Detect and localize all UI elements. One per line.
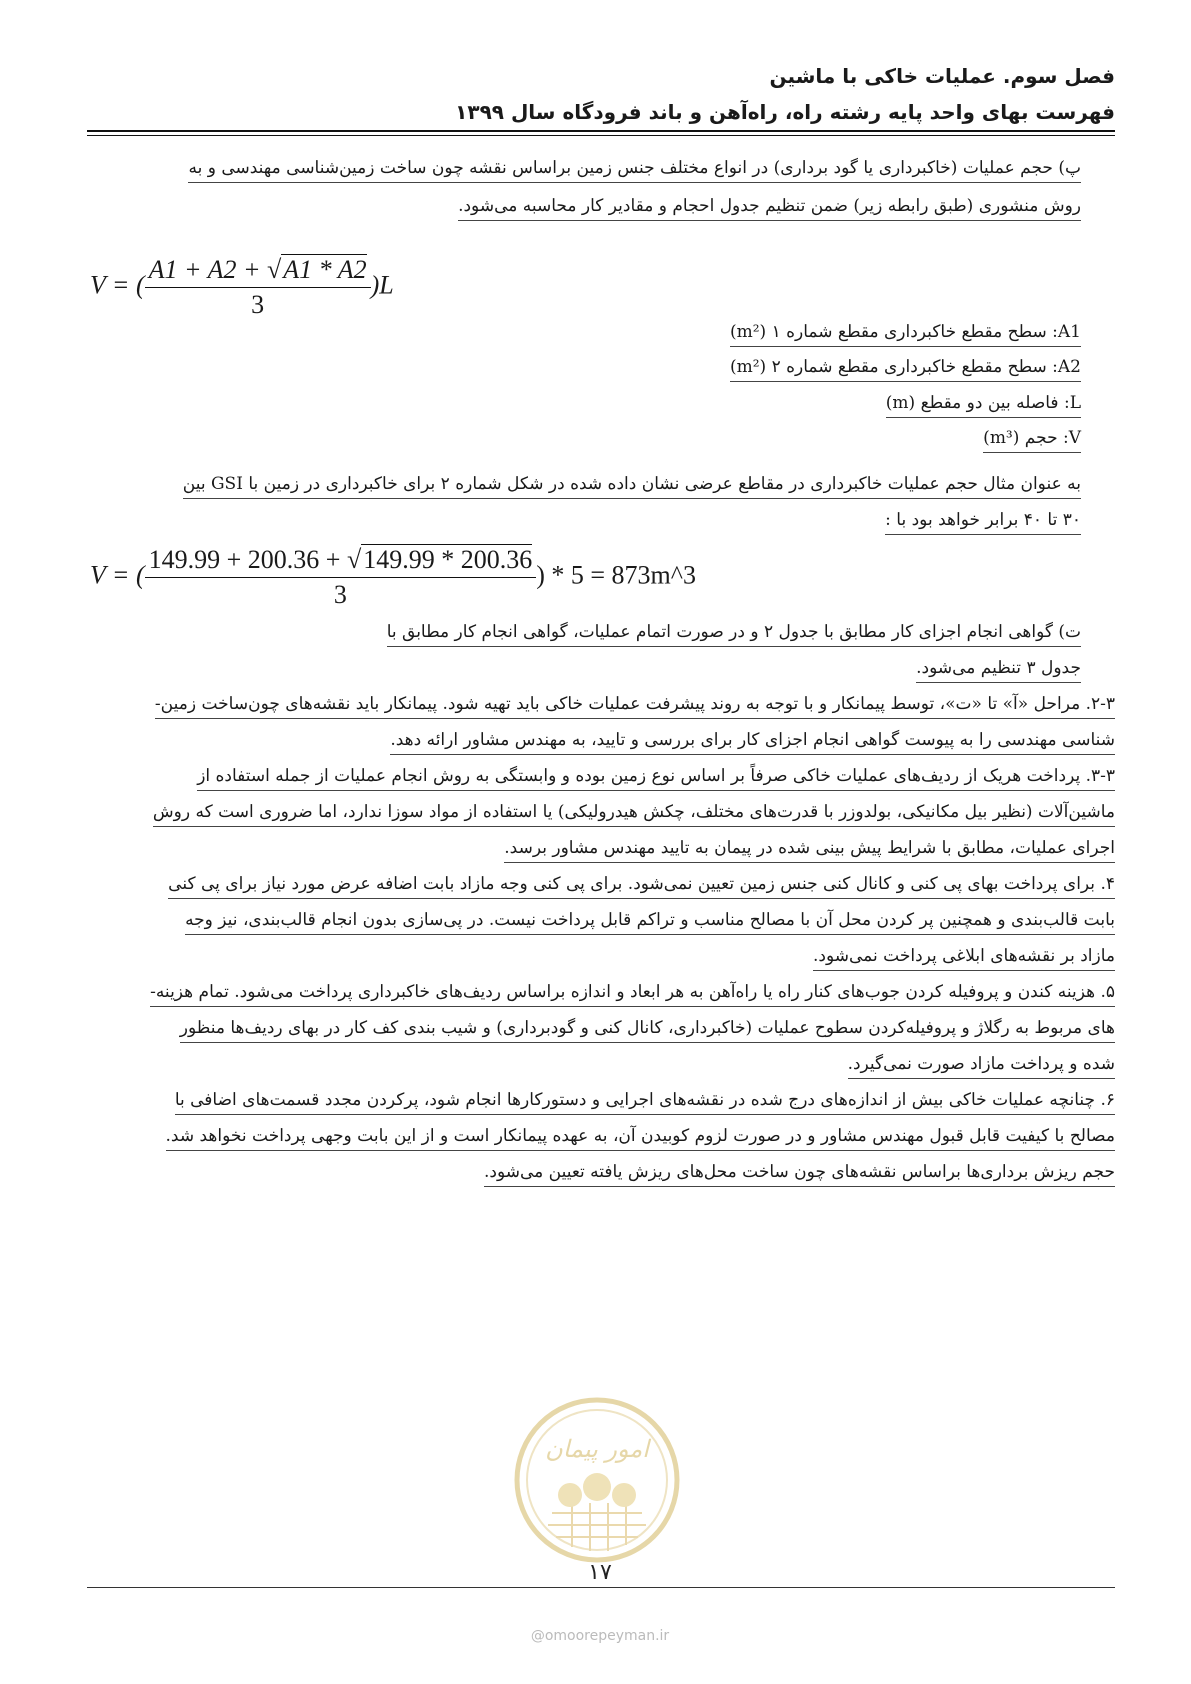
formula1-numerator: A1 + A2 + xyxy=(148,255,268,284)
para-t-line-2: جدول ۳ تنظیم می‌شود. xyxy=(916,656,1081,683)
sqrt-sign-icon: √ xyxy=(346,545,362,574)
definition-v: V: حجم (m³) xyxy=(983,426,1081,453)
chapter-title: فصل سوم. عملیات خاکی با ماشین xyxy=(769,64,1115,88)
formula1-lhs: V = ( xyxy=(90,270,145,300)
note-line: حجم ریزش برداری‌ها براساس نقشه‌های چون ساخت محل‌های ریزش یافته تعیین می‌شود. xyxy=(484,1160,1115,1187)
formula2-fraction xyxy=(145,545,537,610)
para-p-line-2: روش منشوری (طبق رابطه زیر) ضمن تنظیم جدول احجام و مقادیر کار محاسبه می‌شود. xyxy=(458,194,1081,221)
formula1-root: A1 * A2 xyxy=(283,255,367,284)
page-header xyxy=(87,58,1115,130)
omoore-peyman-seal-icon xyxy=(512,1395,682,1565)
page-number: ۱۷ xyxy=(588,1560,612,1585)
document-subtitle: فهرست بهای واحد پایه رشته راه، راه‌آهن و باند فرودگاه سال ۱۳۹۹ xyxy=(455,100,1115,124)
definition-a1: A1: سطح مقطع خاکبرداری مقطع شماره ۱ (m²) xyxy=(730,320,1081,347)
note-line: ۳-۳. پرداخت هریک از ردیف‌های عملیات خاکی صرفاً بر اساس نوع زمین بوده و وابستگی به روش انجام عملیات از جمله استفاده از xyxy=(197,764,1115,791)
definition-l: L: فاصله بین دو مقطع (m) xyxy=(886,391,1081,418)
note-line: ۶. چنانچه عملیات خاکی بیش از اندازه‌های درج شده در نقشه‌های اجرایی و دستورکارها انجام شود، پرکردن مجدد قسمت‌های اضافی با xyxy=(175,1088,1115,1115)
example-volume-formula xyxy=(90,545,696,610)
formula2-denominator: 3 xyxy=(333,580,347,609)
example-line-1: به عنوان مثال حجم عملیات خاکبرداری در مقاطع عرضی نشان داده شده در شکل شماره ۲ برای خاکبرداری در زمین با GSI بین xyxy=(183,472,1081,499)
formula2-numerator: 149.99 + 200.36 + xyxy=(148,545,347,574)
formula1-fraction xyxy=(145,255,371,320)
formula1-denominator: 3 xyxy=(251,290,265,319)
note-line: شده و پرداخت مازاد صورت نمی‌گیرد. xyxy=(848,1052,1115,1079)
note-line: شناسی مهندسی را به پیوست گواهی انجام اجزای کار برای بررسی و تایید، به مهندس مشاور ارائه دهد. xyxy=(390,728,1115,755)
header-rule-thick xyxy=(87,130,1115,132)
prism-volume-formula xyxy=(90,255,394,320)
seal-lettering: امور پیمان xyxy=(545,1435,649,1463)
definition-a2: A2: سطح مقطع خاکبرداری مقطع شماره ۲ (m²) xyxy=(730,355,1081,382)
formula2-tail: ) * 5 = 873m^3 xyxy=(536,560,696,590)
note-line: مصالح با کیفیت قابل قبول مهندس مشاور و در صورت لزوم کوبیدن آن، به عهده پیمانکار است و از این بابت وجهی پرداخت نخواهد شد. xyxy=(166,1124,1115,1151)
para-p-line-1: پ) حجم عملیات (خاکبرداری یا گود برداری) در انواع مختلف جنس زمین براساس نقشه چون ساخت زمین‌شناسی مهندسی و به xyxy=(188,156,1081,183)
note-line: ۲-۳. مراحل «آ» تا «ت»، توسط پیمانکار و با توجه به روند پیشرفت عملیات خاکی باید تهیه شود. پیمانکار باید نقشه‌های چون‌ساخت زمین- xyxy=(155,692,1115,719)
sqrt-sign-icon: √ xyxy=(267,255,282,284)
website-watermark: @omoorepeyman.ir xyxy=(530,1628,670,1644)
formula2-lhs: V = ( xyxy=(90,560,145,590)
note-line: بابت قالب‌بندی و همچنین پر کردن محل آن با مصالح مناسب و تراکم قابل پرداخت نیست. در پی‌سازی بدون انجام قالب‌بندی، نیز وجه xyxy=(185,908,1115,935)
footer-rule xyxy=(87,1587,1115,1588)
formula2-root: 149.99 * 200.36 xyxy=(363,545,533,574)
note-line: های مربوط به رگلاژ و پروفیله‌کردن سطوح عملیات (خاکبرداری، کانال کنی و گودبرداری) و شیب بندی کف کار در بهای ردیف‌ها منظور xyxy=(180,1016,1115,1043)
note-line: ۴. برای پرداخت بهای پی کنی و کانال کنی جنس زمین تعیین نمی‌شود. برای پی کنی وجه مازاد بابت اضافه عرض مورد نیاز برای پی کنی xyxy=(168,872,1115,899)
example-line-2: ۳۰ تا ۴۰ برابر خواهد بود با : xyxy=(885,508,1081,535)
note-line: ۵. هزینه کندن و پروفیله کردن جوب‌های کنار راه یا راه‌آهن به هر ابعاد و اندازه براساس ردیف‌های خاکبرداری پرداخت می‌شود. تمام هزینه- xyxy=(150,980,1115,1007)
note-line: ماشین‌آلات (نظیر بیل مکانیکی، بولدوزر با قدرت‌های مختلف، چکش هیدرولیکی) یا استفاده از مواد سوزا ندارد، اما ضروری است که روش xyxy=(153,800,1115,827)
para-t-line-1: ت) گواهی انجام اجزای کار مطابق با جدول ۲ و در صورت اتمام عملیات، گواهی انجام کار مطابق با xyxy=(387,620,1081,647)
formula1-tail: )L xyxy=(370,270,394,300)
note-line: مازاد بر نقشه‌های ابلاغی پرداخت نمی‌شود. xyxy=(813,944,1115,971)
note-line: اجرای عملیات، مطابق با شرایط پیش بینی شده در پیمان به تایید مهندس مشاور برسد. xyxy=(504,836,1115,863)
header-rule-thin xyxy=(87,135,1115,136)
